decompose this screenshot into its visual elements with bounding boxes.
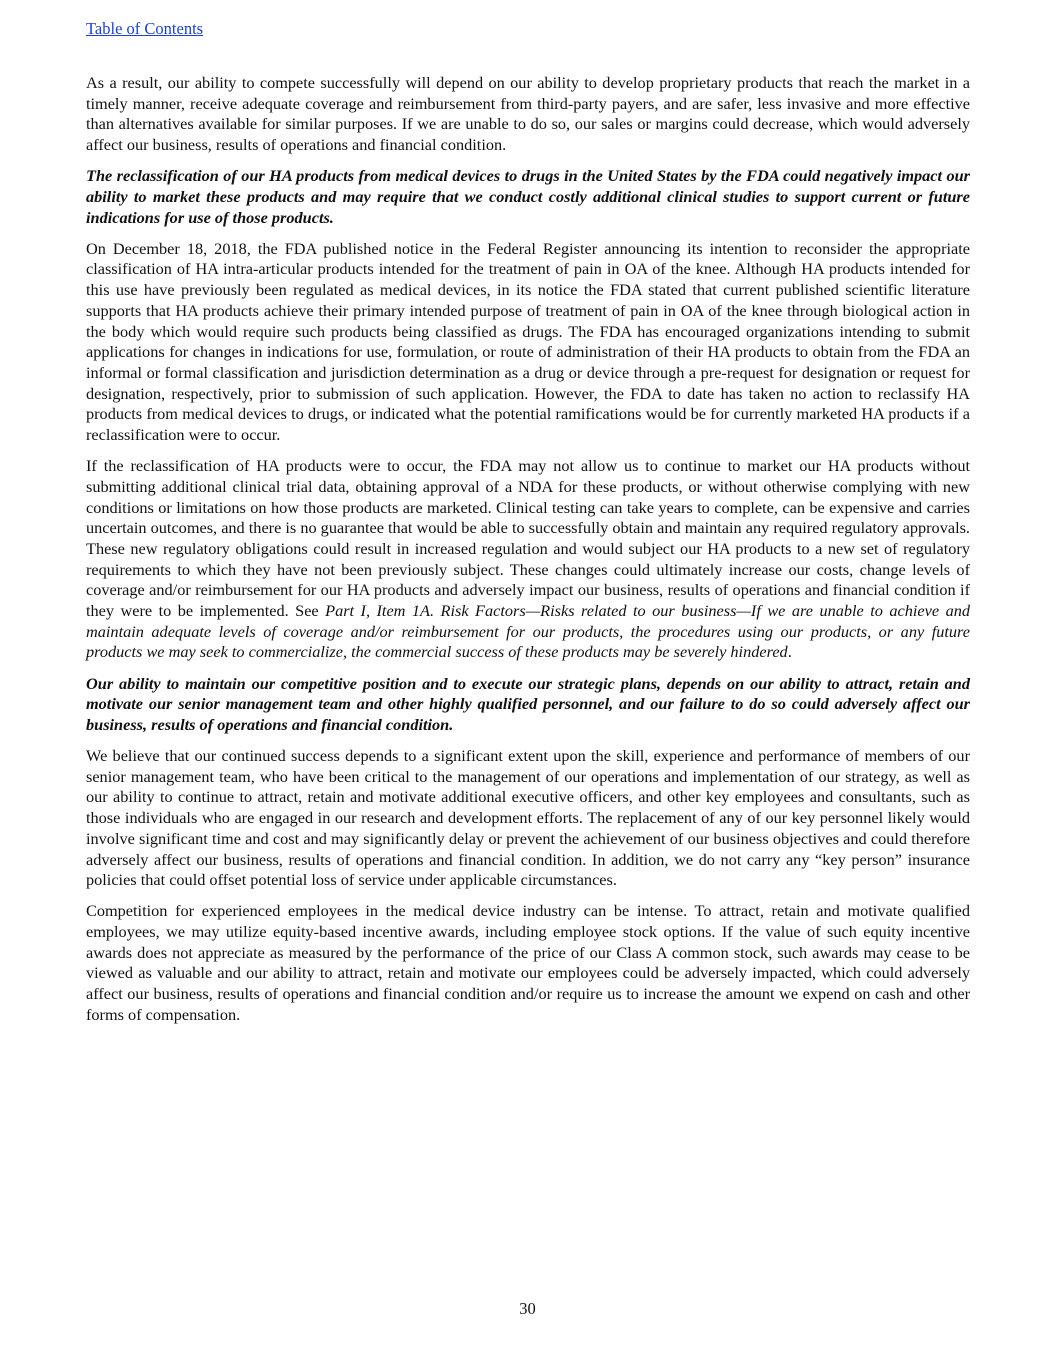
paragraph-fda-notice: On December 18, 2018, the FDA published notice in the Federal Register announcing its intention to reconsider the appropriate classification of HA intra-articular products intended for the treatment of pain in OA of the knee. Although HA products intended for this use have previously been regulated as medical devices, in its notice the FDA stated that current published scientific literature supports that HA products achieve their primary intended purpose of treatment of pain in OA of the knee through biological action in the body which would require such products being classified as drugs. The FDA has encouraged organizations intending to submit applications for changes in indications for use, formulation, or route of administration of their HA products to obtain from the FDA an informal or formal classification and jurisdiction determination as a drug or device through a pre-request for designation or request for designation, respectively, prior to submission of such application. However, the FDA to date has taken no action to reclassify HA products from medical devices to drugs, or indicated what the potential ramifications would be for currently marketed HA products if a reclassification were to occur. bbox=[86, 238, 970, 445]
table-of-contents-link[interactable]: Table of Contents bbox=[86, 19, 204, 38]
cross-reference-risk-factors: Part I, Item 1A. Risk Factors—Risks related to our business—If we are unable to achieve and maintain adequate levels of coverage and/or reimbursement for our products, the procedures using our products, or any future products we may seek to commercialize, the commercial success of these products may be severely hindered bbox=[86, 601, 970, 662]
document-body bbox=[86, 73, 970, 1036]
paragraph-reclassification-text: If the reclassification of HA products were to occur, the FDA may not allow us to continue to market our HA products without submitting additional clinical trial data, obtaining approval of a NDA for these products, or without otherwise complying with new conditions or limitations on how those products are marketed. Clinical testing can take years to complete, can be expensive and carries uncertain outcomes, and there is no guarantee that would be able to successfully obtain and maintain any required regulatory approvals. These new regulatory obligations could result in increased regulation and would subject our HA products to a new set of regulatory requirements to which they have not been previously subject. These changes could ultimately increase our costs, change levels of coverage and/or reimbursement for our HA products and adversely impact our business, results of operations and financial condition if they were to be implemented. See bbox=[86, 456, 970, 621]
paragraph-reclassification-impact bbox=[86, 456, 970, 663]
page-number: 30 bbox=[519, 1299, 536, 1318]
paragraph-senior-management: We believe that our continued success depends to a significant extent upon the skill, experience and performance of members of our senior management team, who have been critical to the management of our operations and implementation of our strategy, as well as our ability to continue to attract, retain and motivate additional executive officers, and other key employees and consultants, such as those individuals who are engaged in our research and development efforts. The replacement of any of our key personnel likely would involve significant time and cost and may significantly delay or prevent the achievement of our business objectives and could therefore adversely affect our business, results of operations and financial condition. In addition, we do not carry any “key person” insurance policies that could offset potential loss of service under applicable circumstances. bbox=[86, 746, 970, 890]
paragraph-competition-result: As a result, our ability to compete successfully will depend on our ability to develop proprietary products that reach the market in a timely manner, receive adequate coverage and reimbursement from third-party payers, and are safer, less invasive and more effective than alternatives available for similar purposes. If we are unable to do so, our sales or margins could decrease, which would adversely affect our business, results of operations and financial condition. bbox=[86, 73, 970, 155]
paragraph-employee-competition: Competition for experienced employees in the medical device industry can be intense. To attract, retain and motivate qualified employees, we may utilize equity-based incentive awards, including employee stock options. If the value of such equity incentive awards does not appreciate as measured by the performance of the price of our Class A common stock, such awards may cease to be viewed as valuable and our ability to attract, retain and motivate our employees could be adversely impacted, which could adversely affect our business, results of operations and financial condition and/or require us to increase the amount we expend on cash and other forms of compensation. bbox=[86, 901, 970, 1024]
risk-heading-ha-reclassification: The reclassification of our HA products from medical devices to drugs in the United States by the FDA could negatively impact our ability to market these products and may require that we conduct costly additional clinical studies to support current or future indications for use of those products. bbox=[86, 166, 970, 227]
paragraph-reclassification-end: . bbox=[787, 642, 792, 662]
risk-heading-personnel: Our ability to maintain our competitive position and to execute our strategic plans, depends on our ability to attract, retain and motivate our senior management team and other highly qualified personnel, and our failure to do so could adversely affect our business, results of operations and financial condition. bbox=[86, 673, 970, 734]
